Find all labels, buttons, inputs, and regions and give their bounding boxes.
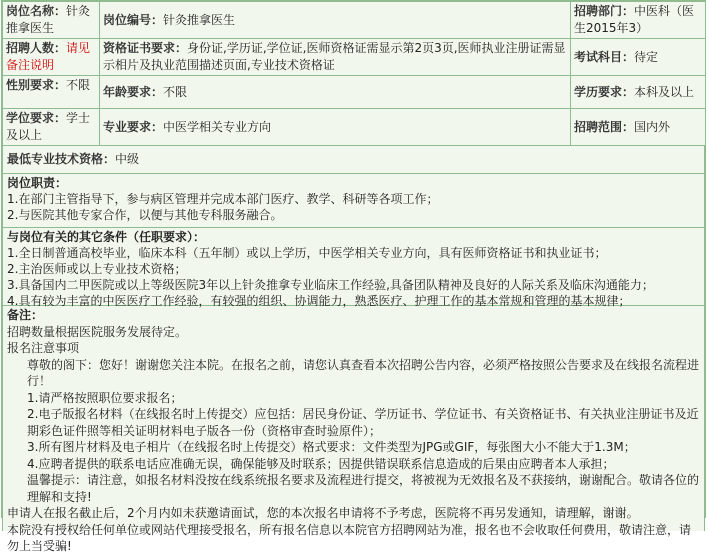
- edu-cell: [571, 76, 706, 109]
- edu-label: 学历要求：: [574, 84, 635, 99]
- degree-cell: [3, 109, 100, 146]
- age-cell: [100, 76, 571, 109]
- dept-label: 招聘部门：: [574, 4, 635, 18]
- table-row: [3, 2, 706, 39]
- hire-count-cell: [3, 39, 100, 76]
- edu-value: 本科及以上: [634, 84, 695, 99]
- major-value: 中医学相关专业方向: [163, 119, 272, 134]
- duties-title: 岗位职责：: [7, 176, 68, 190]
- age-label: 年龄要求：: [103, 84, 164, 99]
- gender-cell: [3, 76, 100, 109]
- remark-line: 招聘数量根据医院服务发展待定。: [7, 324, 188, 339]
- tech-qual-label: 最低专业技术资格：: [7, 152, 116, 166]
- dept-cell: [571, 2, 706, 39]
- major-cell: [100, 109, 571, 146]
- position-name-cell: [3, 2, 100, 39]
- remark-line: 尊敬的阁下：您好！谢谢您关注本院。在报名之前，请您认真查看本次招聘公告内容，必须严格按照公告要求及在线报名流程进行！: [27, 357, 700, 388]
- condition-item: 4.具有较为丰富的中医医疗工作经验，有较强的组织、协调能力，熟悉医疗、护理工作的基本常规和管理的基本规律；: [7, 294, 631, 308]
- remark-line: 3.所有图片材料及电子相片（在线报名时上传提交）格式要求：文件类型为JPG或GIF，每张图大小不能大于1.3M；: [27, 440, 636, 454]
- cert-label: 资格证书要求：: [103, 41, 188, 55]
- conditions-title: 与岗位有关的其它条件（任职要求）：: [7, 230, 206, 244]
- gender-label: 性别要求：: [6, 78, 67, 92]
- hire-count-value: 请见备注说明: [6, 41, 91, 72]
- job-posting-panel: [1, 0, 706, 553]
- position-name-value: 针灸推拿医生: [6, 4, 91, 35]
- position-code-value: 针灸推拿医生: [163, 12, 236, 27]
- condition-item: 3.具备国内二甲医院或以上等级医院3年以上针灸推拿专业临床工作经验,具备团队精神及良好的人际关系及临床沟通能力；: [7, 278, 654, 292]
- degree-value: 学士及以上: [6, 111, 91, 142]
- conditions-section: [2, 228, 705, 306]
- position-name-label: 岗位名称：: [6, 4, 67, 18]
- duty-item: 2.与医院其他专家合作，以便与其他专科服务融合。: [7, 208, 283, 222]
- age-value: 不限: [163, 84, 188, 99]
- position-code-label: 岗位编号：: [103, 12, 164, 27]
- exam-label: 考试科目：: [574, 49, 635, 64]
- dept-value: 中医科（医生2015年3）: [574, 4, 695, 35]
- gender-value: 不限: [66, 78, 91, 92]
- position-code-cell: [100, 2, 571, 39]
- tech-qual-section: [2, 146, 705, 174]
- condition-item: 1.全日制普通高校毕业，临床本科（五年制）或以上学历，中医学相关专业方向，具有医师资格证书和执业证书；: [7, 246, 607, 260]
- duties-section: [2, 174, 705, 228]
- condition-item: 2.主治医师或以上专业技术资格；: [7, 262, 187, 276]
- scope-cell: [571, 109, 706, 146]
- cert-cell: [100, 39, 571, 76]
- hire-count-label: 招聘人数：: [6, 41, 67, 55]
- remark-line: 2.电子版报名材料（在线报名时上传提交）应包括：居民身份证、学历证书、学位证书、有关资格证书、有关执业注册证书及近期彩色证件照等相关证明材料电子版各一份（资格审查时验原件）；: [27, 407, 699, 438]
- remarks-title: 备注：: [7, 308, 44, 322]
- job-info-table: [2, 1, 706, 146]
- scope-label: 招聘范围：: [574, 119, 635, 134]
- table-row: [3, 76, 706, 109]
- remark-line: 报名注意事项: [7, 341, 80, 355]
- remark-line: 1.请严格按照职位要求报名；: [27, 390, 183, 405]
- remark-line: 本院没有授权给任何单位或网站代理接受报名，所有报名信息以本院官方招聘网站为准，报名也不会收取任何费用，敬请注意，请勿上当受骗!: [7, 522, 692, 553]
- remark-line: 申请人在报名截止后，2个月内如未获邀请面试，您的本次报名申请将不予考虑，医院将不再另发通知，请理解，谢谢。: [7, 506, 639, 520]
- duty-item: 1.在部门主管指导下，参与病区管理并完成本部门医疗、教学、科研等各项工作；: [7, 192, 439, 206]
- tech-qual-value: 中级: [115, 152, 140, 166]
- exam-cell: [571, 39, 706, 76]
- cert-value: 身份证,学历证,学位证,医师资格证需显示第2页3页,医师执业注册证需显示相片及执业范围描述页面,专业技术资格证: [103, 41, 566, 72]
- remark-line: 温馨提示：请注意，如报名材料没按在线系统报名要求及流程进行提交，将被视为无效报名及不获接纳，谢谢配合。敬请各位的理解和支持!: [27, 473, 700, 504]
- table-row: [3, 39, 706, 76]
- table-row: [3, 109, 706, 146]
- degree-label: 学位要求：: [6, 111, 67, 125]
- remarks-section: [2, 306, 705, 553]
- remark-line: 4.应聘者提供的联系电话应准确无误，确保能够及时联系；因提供错误联系信息造成的后果由应聘者本人承担；: [27, 456, 615, 471]
- major-label: 专业要求：: [103, 119, 164, 134]
- scope-value: 国内外: [634, 119, 671, 134]
- exam-value: 待定: [634, 49, 659, 64]
